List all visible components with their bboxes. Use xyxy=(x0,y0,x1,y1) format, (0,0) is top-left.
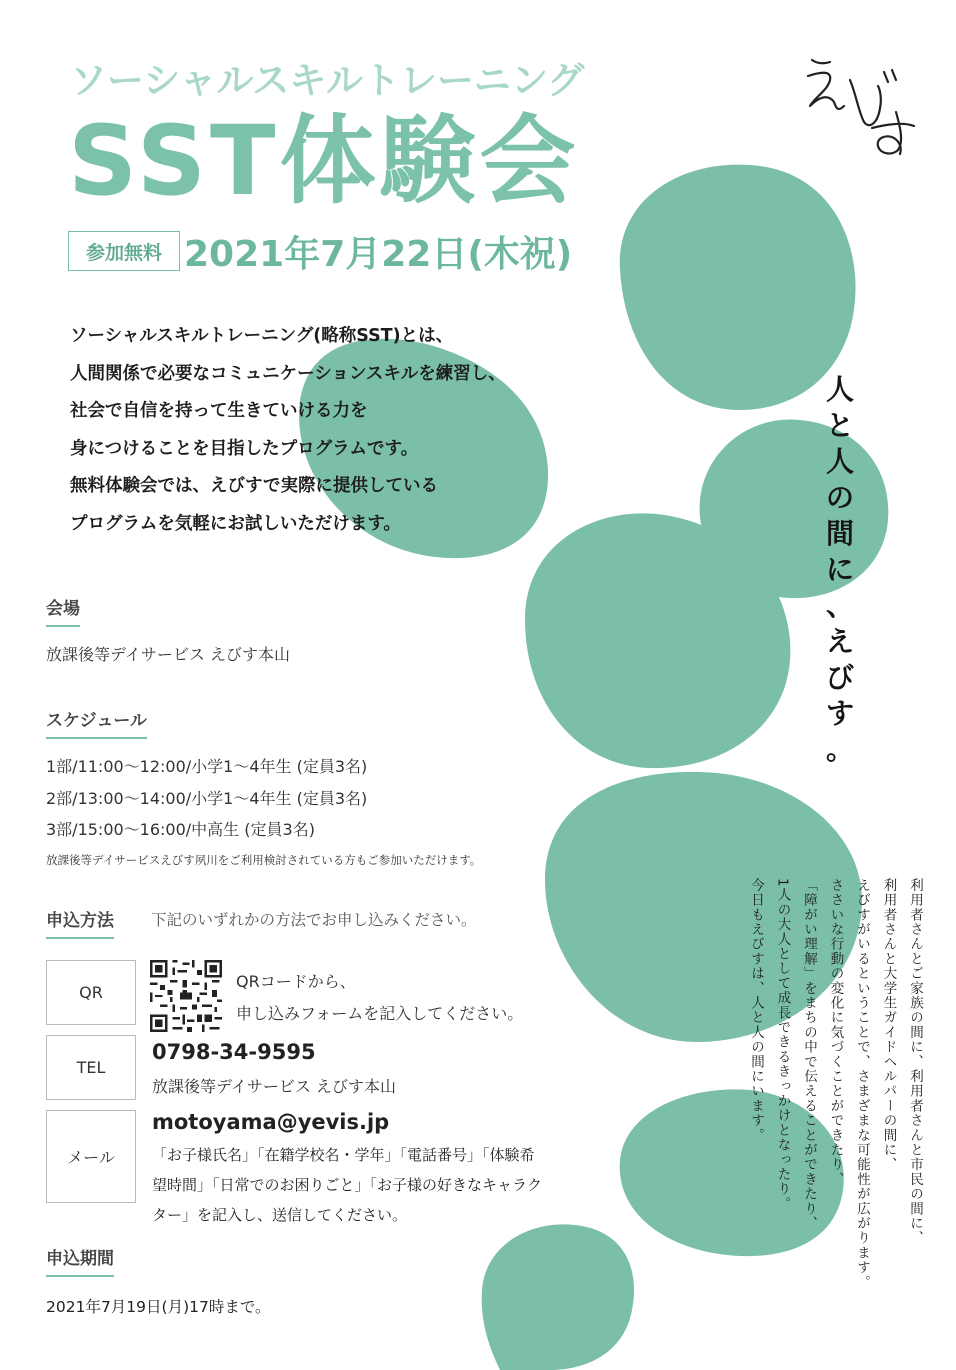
intro-line: 身につけることを目指したプログラムです。 xyxy=(70,438,419,459)
qr-line: QRコードから、 xyxy=(236,972,356,991)
apply-subtitle: 下記のいずれかの方法でお申し込みください。 xyxy=(151,911,477,929)
intro-line: 無料体験会では、えびすで実際に提供している xyxy=(70,476,439,496)
catch-char: 人 xyxy=(825,373,854,406)
phone-facility-name: 放課後等デイサービス えびす本山 xyxy=(152,1077,396,1096)
vertical-line: ささいな行動の変化に気づくことができたり、 xyxy=(827,878,844,1187)
phone-number[interactable]: 0798-34-9595 xyxy=(152,1040,316,1064)
intro-line: 人間関係で必要なコミュニケーションスキルを練習し、 xyxy=(70,363,506,384)
qr-label-box: QR xyxy=(46,960,136,1025)
catch-char: 人 xyxy=(825,445,854,478)
catch-char: 、 xyxy=(825,589,854,622)
catchphrase xyxy=(818,372,862,768)
subtitle: ソーシャルスキルトレーニング xyxy=(70,59,585,102)
schedule-item: 3部/15:00〜16:00/中高生 (定員3名) xyxy=(46,820,315,839)
venue-heading: 会場 xyxy=(46,594,80,627)
schedule-item: 1部/11:00〜12:00/小学1〜4年生 (定員3名) xyxy=(46,757,368,776)
vertical-line: 今日もえびすは、人と人の間にいます。 xyxy=(748,878,764,1143)
schedule-note: 放課後等デイサービスえびす夙川をご利用検討されている方もご参加いただけます。 xyxy=(46,853,482,867)
catch-char: び xyxy=(825,661,854,694)
intro-line: 社会で自信を持って生きていける力を xyxy=(70,401,368,421)
catch-char: え xyxy=(825,625,854,658)
email-address[interactable]: motoyama@yevis.jp xyxy=(152,1110,390,1134)
catch-char: に xyxy=(825,553,854,586)
schedule-list xyxy=(46,751,367,846)
vertical-line: 「障がい理解」をまちの中で伝えることができたり、 xyxy=(801,878,817,1231)
vertical-line: えびすがいるということで、さまざまな可能性が広がります。 xyxy=(854,878,870,1290)
vertical-line: 1人の大人として成長できるきっかけとなったり。 xyxy=(774,878,791,1212)
catch-char: と xyxy=(825,409,854,442)
period-text: 2021年7月19日(月)17時まで。 xyxy=(46,1298,271,1316)
schedule-item: 2部/13:00〜14:00/小学1〜4年生 (定員3名) xyxy=(46,788,368,808)
apply-heading: 申込方法 xyxy=(46,906,114,939)
intro-text xyxy=(70,318,590,543)
vertical-line: 利用者さんと大学生ガイドヘルパーの間に、 xyxy=(880,878,897,1172)
venue-text: 放課後等デイサービス えびす本山 xyxy=(46,645,290,664)
qr-line: 申し込みフォームを記入してください。 xyxy=(236,1004,524,1023)
qr-code-icon[interactable] xyxy=(150,960,222,1032)
mail-line: 「お子様氏名」「在籍学校名・学年」「電話番号」「体験希 xyxy=(152,1146,535,1164)
event-date: 2021年7月22日(木祝) xyxy=(184,234,573,275)
intro-line: プログラムを気軽にお試しいただけます。 xyxy=(70,513,401,534)
mail-line: ター」を記入し、送信してください。 xyxy=(152,1206,408,1224)
mail-label-box: メール xyxy=(46,1110,136,1203)
ebisu-logo xyxy=(800,50,920,160)
intro-line: ソーシャルスキルトレーニング(略称SST)とは、 xyxy=(70,326,454,346)
catch-char: 。 xyxy=(825,733,854,766)
catch-char: の xyxy=(825,481,854,514)
free-badge: 参加無料 xyxy=(68,231,180,271)
mail-line: 望時間」「日常でのお困りごと」「お子様の好きなキャラク xyxy=(152,1176,543,1194)
catch-char: 間 xyxy=(825,517,854,550)
blob-bottom xyxy=(482,1224,634,1370)
period-heading: 申込期間 xyxy=(46,1244,114,1277)
vertical-line: 利用者さんとご家族の間に、利用者さんと市民の間に、 xyxy=(907,878,923,1246)
mail-instructions xyxy=(152,1140,572,1230)
page-title: SST体験会 xyxy=(68,105,580,217)
schedule-heading: スケジュール xyxy=(46,706,147,739)
catch-char: す xyxy=(825,697,854,730)
vertical-message xyxy=(748,878,928,1318)
tel-label-box: TEL xyxy=(46,1035,136,1100)
qr-instructions xyxy=(236,966,523,1030)
